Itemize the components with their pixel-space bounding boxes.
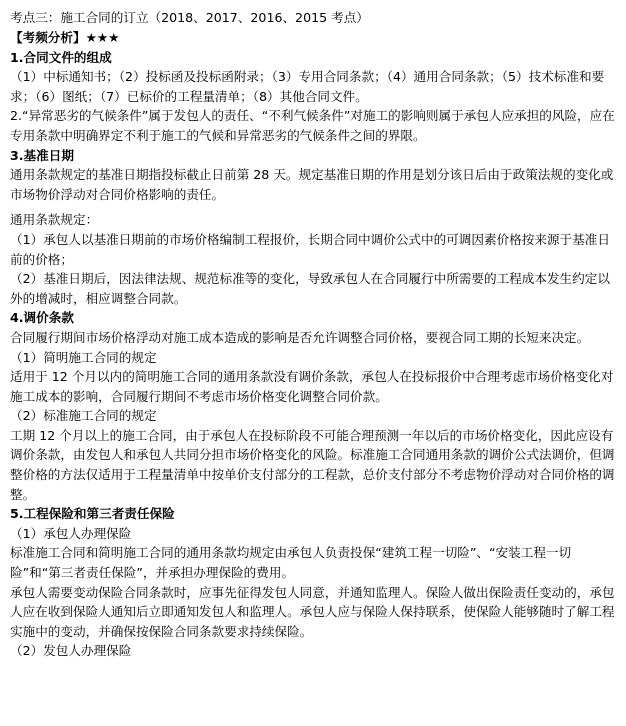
paragraph: 通用条款规定： xyxy=(10,212,99,228)
analysis-label: 【考频分析】 xyxy=(10,30,86,45)
section-heading-1: 1.合同文件的组成 xyxy=(10,49,112,65)
paragraph: 承包人需要变动保险合同条款时，应事先征得发包人同意，并通知监理人。保险人做出保险责任变动的，承包人应在收到保险人通知后立即通知发包人和监理人。承包人应与保险人保持联系，使保险人能够随时了解工程实施中的变动，并确保按保险合同条款要求持续保险。 xyxy=(10,584,615,639)
trailing-paragraph: （2）发包人办理保险 xyxy=(10,643,132,659)
paragraph: 标准施工合同和简明施工合同的通用条款均规定由承包人负责投保“建筑工程一切险”、“安装工程一切险”和“第三者责任保险”，并承担办理保险的费用。 xyxy=(10,545,572,581)
paragraph: 合同履行期间市场价格浮动对施工成本造成的影响是否允许调整合同价格，要视合同工期的长短来决定。 xyxy=(10,329,590,345)
paragraph: （1）简明施工合同的规定 xyxy=(10,349,157,365)
paragraph: 通用条款规定的基准日期指投标截止日前第 28 天。规定基准日期的作用是划分该日后由于政策法规的变化或市场物价浮动对合同价格影响的责任。 xyxy=(10,167,614,202)
section-heading-4: 5.工程保险和第三者责任保险 xyxy=(10,506,175,522)
paragraph: 适用于 12 个月以内的简明施工合同的通用条款没有调价条款，承包人在投标报价中合理考虑市场价格变化对施工成本的影响，合同履行期间不考虑市场价格变化调整合同价款。 xyxy=(10,369,614,404)
analysis-line xyxy=(10,28,616,48)
paragraph: （2）标准施工合同的规定 xyxy=(10,408,157,424)
paragraph: （1）承包人办理保险 xyxy=(10,525,132,541)
page-title: 考点三：施工合同的订立（2018、2017、2016、2015 考点） xyxy=(10,10,369,25)
section-heading-2: 3.基准日期 xyxy=(10,147,74,163)
paragraph: （1）中标通知书；（2）投标函及投标函附录；（3）专用合同条款；（4）通用合同条款；（5）技术标准和要求；（6）图纸；（7）已标价的工程量清单；（8）其他合同文件。 xyxy=(10,69,605,104)
paragraph: （1）承包人以基准日期前的市场价格编制工程报价，长期合同中调价公式中的可调因素价格按来源于基准日前的价格； xyxy=(10,231,610,267)
paragraph: （2）基准日期后，因法律法规、规范标准等的变化，导致承包人在合同履行中所需要的工程成本发生约定以外的增减时，相应调整合同款。 xyxy=(10,271,610,306)
paragraph: 工期 12 个月以上的施工合同，由于承包人在投标阶段不可能合理预测一年以后的市场价格变化，因此应设有调价条款，由发包人和承包人共同分担市场价格变化的风险。标准施工合同通用条款的调价公式法调价，但调整价格的方法仅适用于工程量清单中按单价支付部分的工程款，总价支付部分不考虑物价浮动对合同价格的调整。 xyxy=(10,427,615,502)
paragraph: 2.“异常恶劣的气候条件”属于发包人的责任、“不利气候条件”对施工的影响则属于承包人应承担的风险，应在专用条款中明确界定不利于施工的气候和异常恶劣的气候条件之间的界限。 xyxy=(10,108,615,143)
frequency-stars: ★★★ xyxy=(85,30,120,45)
section-heading-3: 4.调价条款 xyxy=(10,310,74,326)
